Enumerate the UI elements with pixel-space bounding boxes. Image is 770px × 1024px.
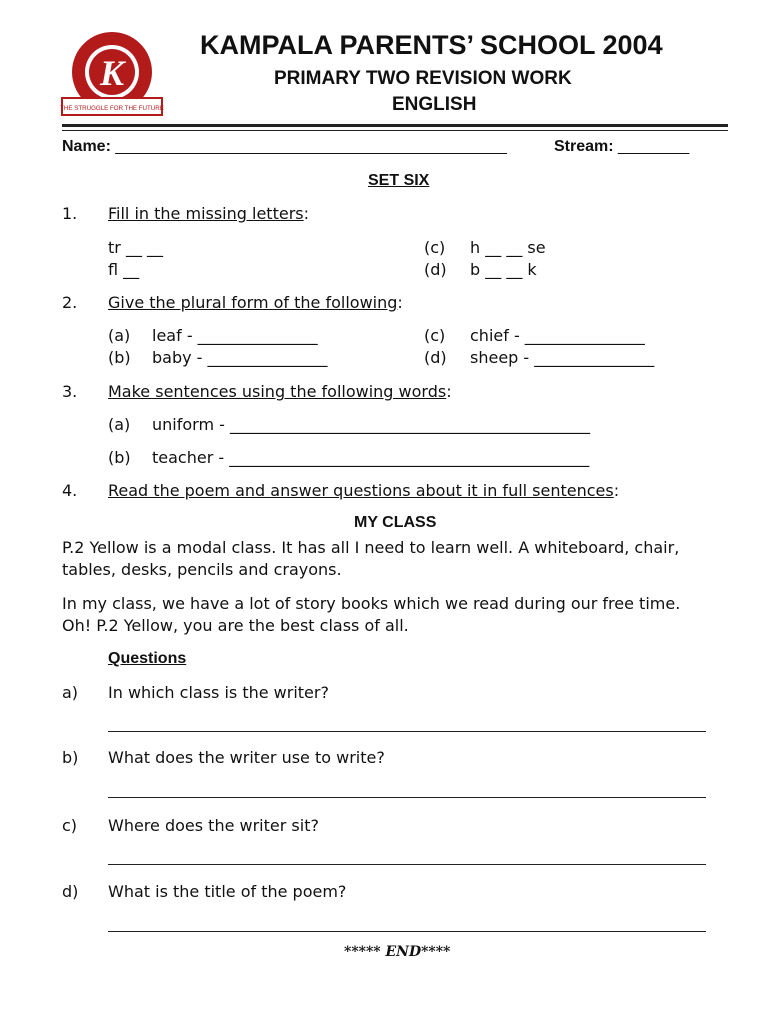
poem-line-4: Oh! P.2 Yellow, you are the best class of all. <box>62 616 409 635</box>
q1-item-c-letter: (c) <box>424 238 446 257</box>
q1-item-b: fl __ <box>108 260 140 279</box>
question-a-letter: a) <box>62 683 79 702</box>
end-marker: ***** END**** <box>344 944 451 960</box>
q3-number: 3. <box>62 382 78 401</box>
questions-heading: Questions <box>108 650 187 667</box>
q2-item-b: baby - _______________ <box>152 348 328 367</box>
q2-item-d-letter: (d) <box>424 348 447 367</box>
q1-instruction: Fill in the missing letters: <box>108 204 309 223</box>
poem-line-3: In my class, we have a lot of story books which we read during our free time. <box>62 594 681 613</box>
q4-instruction: Read the poem and answer questions about it in full sentences: <box>108 481 620 500</box>
stream-label: Stream: <box>554 138 614 155</box>
stream-blank: ________ <box>618 138 690 155</box>
logo-motto: THE STRUGGLE FOR THE FUTURE <box>60 105 164 112</box>
q2-item-d: sheep - _______________ <box>470 348 655 367</box>
answer-line-b <box>108 797 706 798</box>
q2-item-c: chief - _______________ <box>470 326 645 345</box>
q1-item-c: h __ __ se <box>470 238 546 257</box>
poem-line-2: tables, desks, pencils and crayons. <box>62 560 342 579</box>
question-b-letter: b) <box>62 748 79 767</box>
set-title: SET SIX <box>368 172 430 189</box>
question-d-letter: d) <box>62 882 79 901</box>
q2-number: 2. <box>62 293 78 312</box>
q1-item-a: tr __ __ <box>108 238 164 257</box>
q2-item-a-letter: (a) <box>108 326 131 345</box>
q1-number: 1. <box>62 204 78 223</box>
question-d: What is the title of the poem? <box>108 882 347 901</box>
subject-title: ENGLISH <box>392 94 477 115</box>
q3-item-b-letter: (b) <box>108 448 131 467</box>
q4-number: 4. <box>62 481 78 500</box>
name-field <box>62 138 507 156</box>
answer-line-c <box>108 864 706 865</box>
school-logo <box>58 30 168 122</box>
school-name: KAMPALA PARENTS’ SCHOOL 2004 <box>200 30 663 60</box>
question-c: Where does the writer sit? <box>108 816 319 835</box>
poem-line-1: P.2 Yellow is a modal class. It has all I need to learn well. A whiteboard, chair, <box>62 538 680 557</box>
name-label: Name: <box>62 138 111 155</box>
name-blank: ____________________________________________ <box>115 138 507 155</box>
poem-title: MY CLASS <box>354 514 437 531</box>
question-a: In which class is the writer? <box>108 683 329 702</box>
q3-item-a-letter: (a) <box>108 415 131 434</box>
q3-item-a: uniform - _____________________________________________ <box>152 415 590 434</box>
q3-instruction: Make sentences using the following words: <box>108 382 452 401</box>
q3-item-b: teacher - _____________________________________________ <box>152 448 590 467</box>
header-rule-thin <box>62 130 728 131</box>
class-title: PRIMARY TWO REVISION WORK <box>274 68 572 89</box>
question-b: What does the writer use to write? <box>108 748 385 767</box>
question-c-letter: c) <box>62 816 78 835</box>
header-rule-thick <box>62 124 728 127</box>
q1-item-d: b __ __ k <box>470 260 537 279</box>
stream-field <box>554 138 689 156</box>
answer-line-d <box>108 931 706 932</box>
q2-instruction: Give the plural form of the following: <box>108 293 403 312</box>
answer-line-a <box>108 731 706 732</box>
q2-item-b-letter: (b) <box>108 348 131 367</box>
q2-item-a: leaf - _______________ <box>152 326 318 345</box>
q1-item-d-letter: (d) <box>424 260 447 279</box>
logo-letter: K <box>99 53 125 93</box>
q2-item-c-letter: (c) <box>424 326 446 345</box>
